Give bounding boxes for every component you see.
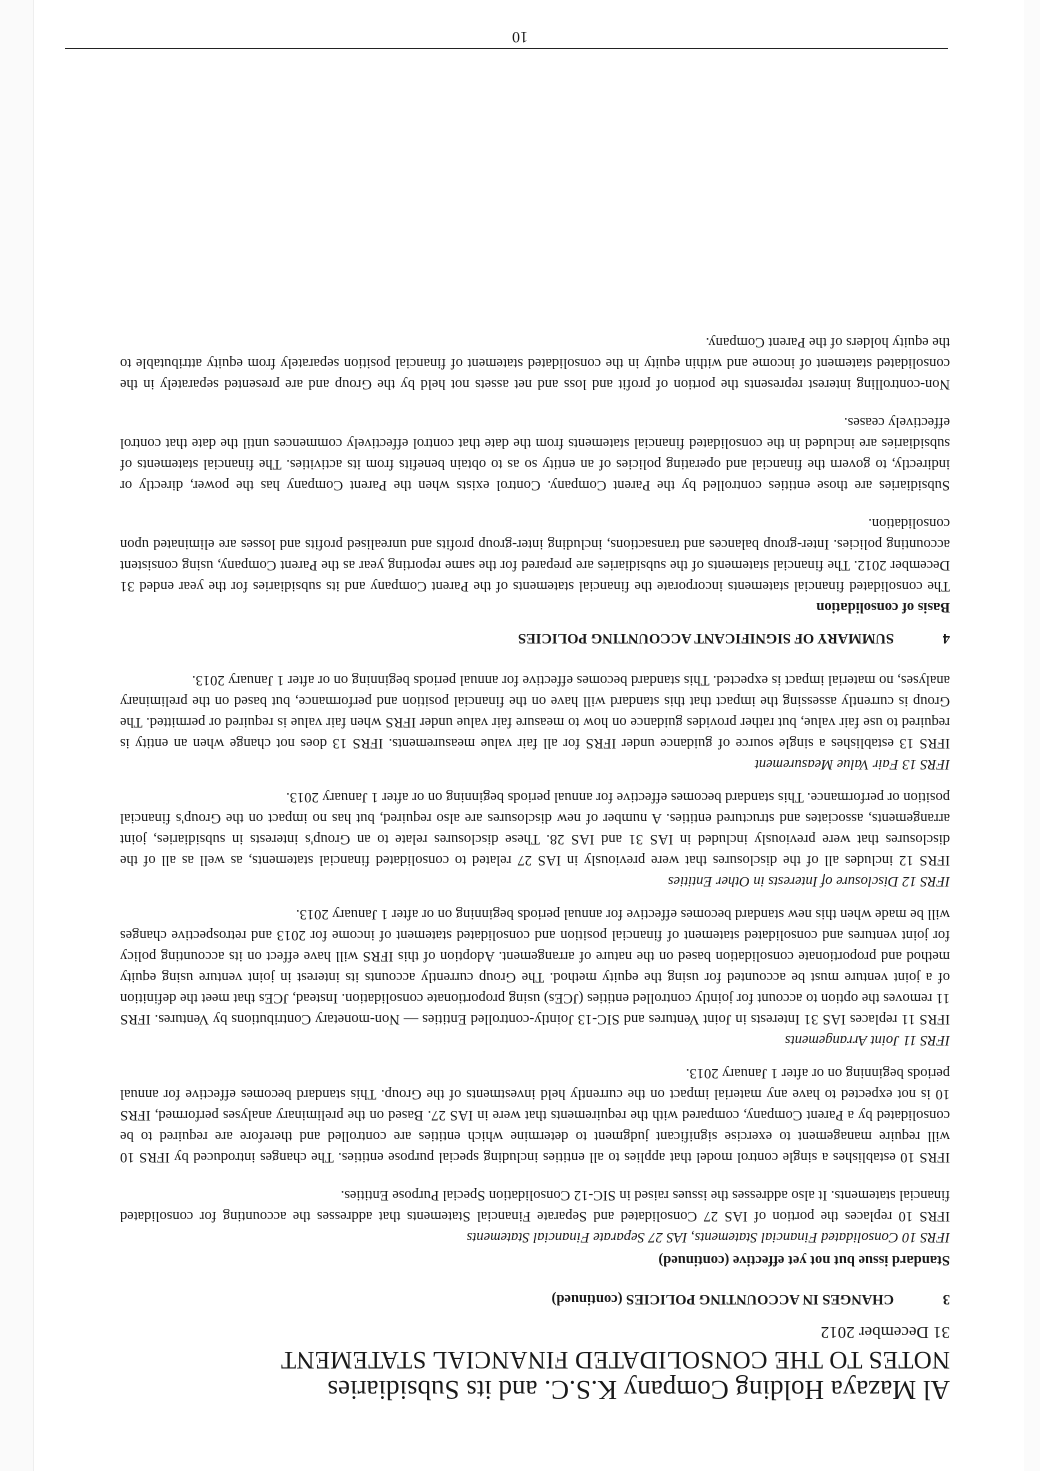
section-4-number: 4: [942, 630, 950, 646]
ifrs12-paragraph: IFRS 12 includes all of the disclosures that were previously in IAS 27 related to consolidated financial statements, as well as all of the disclosures that were previously included in IAS 31 and IAS 28. These disclosures relate to an Group's interests in subsidiaries, joint arrangements, associates and structured entities. A number of new disclosures are also required, but has no impact on the Group's financial position or performance. This standard becomes effective for annual periods beginning on or after 1 January 2013.: [120, 789, 950, 868]
scan-edge-right: [0, 0, 34, 1471]
standards-subheading: Standard issue but not yet effective (continued): [658, 1252, 950, 1268]
basis-of-consolidation-heading: Basis of consolidation: [816, 599, 950, 615]
ifrs12-title: IFRS 12 Disclosure of Interests in Other Entities: [667, 873, 950, 889]
section-3-number: 3: [942, 1291, 950, 1307]
page-number: 10: [512, 28, 528, 45]
consolidation-paragraph-2: Subsidiaries are those entities controlled by the Parent Company. Control exists when the Parent Company has the power, directly or indirectly, to govern the financial and operating policies of an entity so as to obtain benefits from its activities. The financial statements of subsidiaries are included in the consolidated financial statements from the date that control effectively commences until the date that control effectively ceases.: [120, 414, 950, 493]
ifrs10-paragraph-1: IFRS 10 replaces the portion of IAS 27 Consolidated and Separate Financial Statements that addresses the accounting for consolidated financial statements. It also addresses the issues raised in SIC-12 Consolidation Special Purpose Entities.: [120, 1187, 950, 1224]
section-3-heading: [120, 1290, 950, 1307]
section-3-title: CHANGES IN ACCOUNTING POLICIES (continued): [551, 1291, 894, 1307]
section-4-heading: [120, 629, 950, 646]
ifrs13-title: IFRS 13 Fair Value Measurement: [754, 756, 950, 772]
company-name: Al Mazaya Holding Company K.S.C. and its Subsidiaries: [327, 1375, 950, 1405]
consolidation-paragraph-3: Non-controlling interest represents the portion of profit and loss and net assets not held by the Group and are presented separately in the consolidated statement of income and within equity in the consolidated statement of financial position separately from equity attributable to the equity holders of the Parent Company.: [120, 334, 950, 392]
page-content: [120, 331, 950, 1405]
statement-date: 31 December 2012: [820, 1323, 950, 1342]
ifrs10-title: IFRS 10 Consolidated Financial Statements, IAS 27 Separate Financial Statements: [466, 1229, 950, 1245]
ifrs13-paragraph: IFRS 13 establishes a single source of guidance under IFRS for all fair value measurements. IFRS 13 does not change when an entity is required to use fair value, but rather provides guidance on how to measure fair value under IFRS when fair value is required or permitted. The Group is currently assessing the impact that this standard will have on the financial position and performance, but based on the preliminary analyses, no material impact is expected. This standard becomes effective for annual periods beginning on or after 1 January 2013.: [120, 672, 950, 751]
ifrs10-paragraph-2: IFRS 10 establishes a single control model that applies to all entities including special purpose entities. The changes introduced by IFRS 10 will require management to exercise significant judgment to determine which entities are controlled and therefore are required to be consolidated by a Parent Company, compared with the requirements that were in IAS 27. Based on the preliminary analyses performed, IFRS 10 is not expected to have any material impact on the currently held investments of the Group. This standard becomes effective for annual periods beginning on or after 1 January 2013.: [120, 1065, 950, 1165]
footer-rule: [65, 48, 948, 49]
document-title: NOTES TO THE CONSOLIDATED FINANCIAL STATEMENT: [280, 1346, 950, 1373]
section-4-title: SUMMARY OF SIGNIFICANT ACCOUNTING POLICIES: [518, 630, 894, 646]
ifrs11-title: IFRS 11 Joint Arrangements: [785, 1032, 950, 1048]
scan-edge-left: [1024, 0, 1040, 1471]
ifrs11-paragraph: IFRS 11 replaces IAS 31 Interests in Joint Ventures and SIC-13 Jointly-controlled Entities — Non-monetary Contributions by Ventures. IFRS 11 removes the option to account for jointly controlled entities (JCEs) using proportionate consolidation. Instead, JCEs that meet the definition of a joint venture must be accounted for using the equity method. The Group currently accounts its interest in joint venture using equity method and proportionate consolidation based on the nature of arrangement. Adoption of this IFRS will have effect on its accounting policy for joint ventures and consolidated statement of financial position and consolidated statement of income for 2013 and retrospective changes will be made when this new standard becomes effective for annual periods beginning on or after 1 January 2013.: [120, 906, 950, 1027]
consolidation-paragraph-1: The consolidated financial statements incorporate the financial statements of the Parent Company and its subsidiaries for the year ended 31 December 2012. The financial statements of the subsidiaries are prepared for the same reporting year as the Parent Company, using consistent accounting policies. Inter-group balances and transactions, including inter-group profits and unrealised profits and losses are eliminated upon consolidation.: [120, 515, 950, 594]
